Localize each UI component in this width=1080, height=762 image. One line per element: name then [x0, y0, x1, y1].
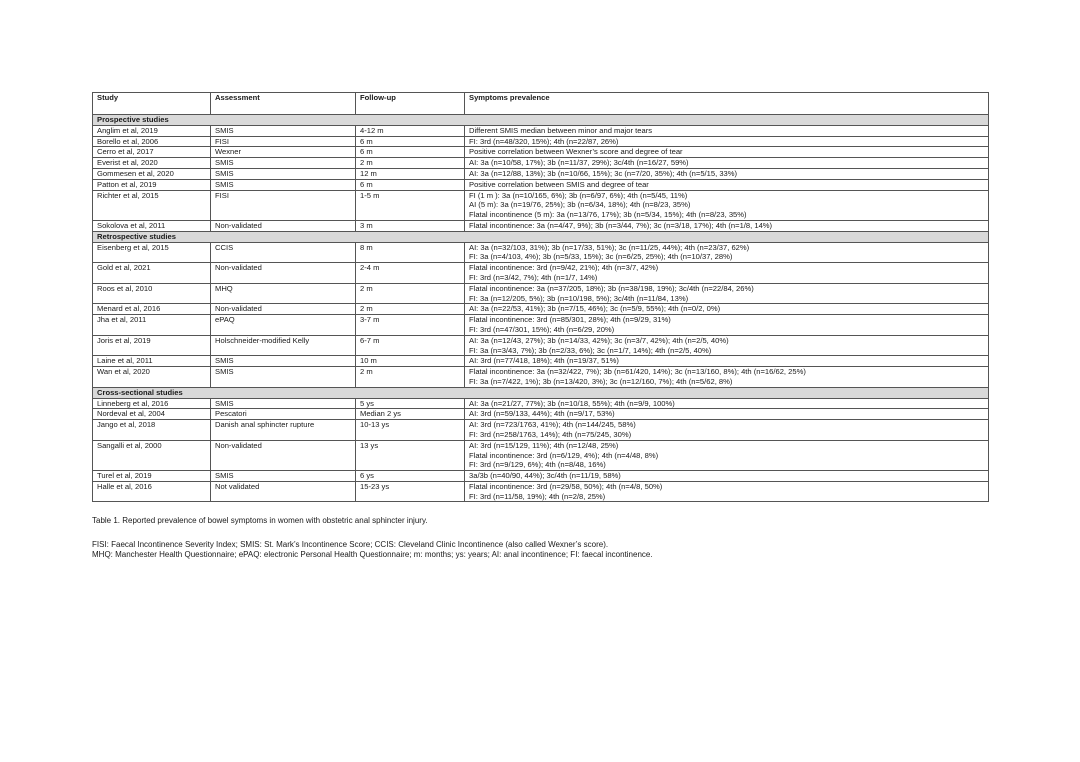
table-row: [93, 136, 989, 147]
cell-assessment: Not validated: [211, 481, 356, 502]
table-row: [93, 179, 989, 190]
cell-follow-up: 6 m: [356, 179, 465, 190]
symptom-line: FI: 3rd (n=9/129, 6%); 4th (n=8/48, 16%): [469, 460, 606, 470]
cell-study: Gold et al, 2021: [93, 263, 211, 284]
cell-follow-up: 2 m: [356, 367, 465, 388]
cell-study: Laine et al, 2011: [93, 356, 211, 367]
table-row: [93, 481, 989, 502]
section-title: Retrospective studies: [93, 231, 989, 242]
cell-assessment: Non-validated: [211, 440, 356, 470]
cell-study: Turel et al, 2019: [93, 471, 211, 482]
header-follow-up: Follow-up: [356, 93, 465, 115]
cell-follow-up: 4-12 m: [356, 125, 465, 136]
cell-symptoms: [465, 179, 989, 190]
cell-follow-up: 6 ys: [356, 471, 465, 482]
symptom-line: FI: 3a (n=4/103, 4%); 3b (n=5/33, 15%); 3c (n=6/25, 25%); 4th (n=10/37, 28%): [469, 252, 733, 262]
cell-follow-up: 1-5 m: [356, 190, 465, 220]
cell-study: Jha et al, 2011: [93, 315, 211, 336]
table-row: [93, 356, 989, 367]
cell-follow-up: 6-7 m: [356, 335, 465, 356]
cell-symptoms: [465, 190, 989, 220]
symptom-line: Positive correlation between SMIS and degree of tear: [469, 179, 649, 189]
table-row: [93, 315, 989, 336]
symptom-line: AI (5 m): 3a (n=19/76, 25%); 3b (n=6/34, 18%); 4th (n=8/23, 35%): [469, 200, 691, 210]
symptom-line: AI: 3rd (n=59/133, 44%); 4th (n=9/17, 53%): [469, 409, 615, 419]
document-page: [92, 92, 988, 560]
cell-study: Eisenberg et al, 2015: [93, 242, 211, 263]
section-row: [93, 231, 989, 242]
cell-follow-up: 6 m: [356, 136, 465, 147]
cell-assessment: Danish anal sphincter rupture: [211, 420, 356, 441]
cell-symptoms: [465, 367, 989, 388]
cell-symptoms: [465, 315, 989, 336]
symptom-line: Flatal incontinence: 3rd (n=29/58, 50%); 4th (n=4/8, 50%): [469, 481, 663, 491]
cell-study: Everist et al, 2020: [93, 158, 211, 169]
cell-assessment: CCIS: [211, 242, 356, 263]
cell-symptoms: [465, 440, 989, 470]
cell-study: Linneberg et al, 2016: [93, 398, 211, 409]
cell-assessment: Non-validated: [211, 263, 356, 284]
table-row: [93, 398, 989, 409]
symptom-line: AI: 3a (n=10/58, 17%); 3b (n=11/37, 29%); 3c/4th (n=16/27, 59%): [469, 158, 689, 168]
cell-follow-up: 10-13 ys: [356, 420, 465, 441]
symptom-line: 3a/3b (n=40/90, 44%); 3c/4th (n=11/19, 58%): [469, 471, 621, 481]
cell-follow-up: 2 m: [356, 158, 465, 169]
cell-assessment: Pescatori: [211, 409, 356, 420]
cell-symptoms: [465, 481, 989, 502]
symptom-line: AI: 3a (n=22/53, 41%); 3b (n=7/15, 46%); 3c (n=5/9, 55%); 4th (n=0/2, 0%): [469, 304, 721, 314]
cell-follow-up: 2-4 m: [356, 263, 465, 284]
symptom-line: FI: 3rd (n=258/1763, 14%); 4th (n=75/245, 30%): [469, 429, 632, 439]
cell-follow-up: Median 2 ys: [356, 409, 465, 420]
cell-assessment: SMIS: [211, 367, 356, 388]
cell-symptoms: [465, 283, 989, 304]
table-header-row: [93, 93, 989, 115]
cell-study: Anglim et al, 2019: [93, 125, 211, 136]
symptom-line: AI: 3rd (n=723/1763, 41%); 4th (n=144/245, 58%): [469, 420, 636, 430]
symptom-line: FI: 3a (n=7/422, 1%); 3b (n=13/420, 3%); 3c (n=12/160, 7%); 4th (n=5/62, 8%): [469, 376, 733, 386]
table-row: [93, 168, 989, 179]
symptom-line: FI: 3a (n=3/43, 7%); 3b (n=2/33, 6%); 3c (n=1/7, 14%); 4th (n=2/5, 40%): [469, 345, 712, 355]
cell-assessment: SMIS: [211, 398, 356, 409]
cell-study: Menard et al, 2016: [93, 304, 211, 315]
symptom-line: FI: 3rd (n=11/58, 19%); 4th (n=2/8, 25%): [469, 491, 606, 501]
cell-follow-up: 12 m: [356, 168, 465, 179]
cell-study: Halle et al, 2016: [93, 481, 211, 502]
symptom-line: AI: 3a (n=21/27, 77%); 3b (n=10/18, 55%); 4th (n=9/9, 100%): [469, 398, 675, 408]
footnote-abbreviations-1: FISI: Faecal Incontinence Severity Index; SMIS: St. Mark’s Incontinence Score; CCIS: Cleveland Clinic Incontinence (also called Wexner’s score).: [92, 540, 609, 550]
cell-study: Sangalli et al, 2000: [93, 440, 211, 470]
cell-assessment: SMIS: [211, 168, 356, 179]
table-row: [93, 158, 989, 169]
symptom-line: FI: 3a (n=12/205, 5%); 3b (n=10/198, 5%); 3c/4th (n=11/84, 13%): [469, 293, 689, 303]
cell-study: Nordeval et al, 2004: [93, 409, 211, 420]
symptom-line: FI: 3rd (n=48/320, 15%); 4th (n=22/87, 26%): [469, 136, 619, 146]
cell-study: Joris et al, 2019: [93, 335, 211, 356]
cell-study: Borello et al, 2006: [93, 136, 211, 147]
cell-follow-up: 15-23 ys: [356, 481, 465, 502]
cell-symptoms: [465, 242, 989, 263]
cell-assessment: Non-validated: [211, 304, 356, 315]
section-title: Prospective studies: [93, 115, 989, 126]
cell-study: Gommesen et al, 2020: [93, 168, 211, 179]
cell-assessment: SMIS: [211, 125, 356, 136]
table-row: [93, 440, 989, 470]
symptom-line: AI: 3rd (n=77/418, 18%); 4th (n=19/37, 51%): [469, 356, 619, 366]
cell-assessment: FISI: [211, 136, 356, 147]
cell-follow-up: 3 m: [356, 220, 465, 231]
cell-assessment: FISI: [211, 190, 356, 220]
cell-assessment: SMIS: [211, 179, 356, 190]
cell-follow-up: 2 m: [356, 304, 465, 315]
cell-symptoms: [465, 168, 989, 179]
cell-study: Roos et al, 2010: [93, 283, 211, 304]
header-study: Study: [93, 93, 211, 115]
cell-follow-up: 5 ys: [356, 398, 465, 409]
cell-assessment: Holschneider-modified Kelly: [211, 335, 356, 356]
cell-follow-up: 10 m: [356, 356, 465, 367]
cell-study: Richter et al, 2015: [93, 190, 211, 220]
symptom-line: Flatal incontinence: 3a (n=37/205, 18%); 3b (n=38/198, 19%); 3c/4th (n=22/84, 26%): [469, 283, 754, 293]
cell-follow-up: 3-7 m: [356, 315, 465, 336]
cell-follow-up: 2 m: [356, 283, 465, 304]
cell-symptoms: [465, 335, 989, 356]
footnote-abbreviations-2: MHQ: Manchester Health Questionnaire; ePAQ: electronic Personal Health Questionnaire; m: months; ys: years; AI: anal incontinence; FI: faecal incontinence.: [92, 550, 653, 560]
table-body: [93, 115, 989, 502]
cell-symptoms: [465, 147, 989, 158]
section-row: [93, 387, 989, 398]
cell-follow-up: 13 ys: [356, 440, 465, 470]
symptom-line: Flatal incontinence (5 m): 3a (n=13/76, 17%); 3b (n=5/34, 15%); 4th (n=8/23, 35%): [469, 210, 747, 220]
table-row: [93, 263, 989, 284]
cell-assessment: SMIS: [211, 356, 356, 367]
cell-study: Cerro et al, 2017: [93, 147, 211, 158]
symptom-line: Flatal incontinence: 3rd (n=85/301, 28%); 4th (n=9/29, 31%): [469, 315, 671, 325]
table-row: [93, 125, 989, 136]
cell-assessment: Wexner: [211, 147, 356, 158]
table-caption: Table 1. Reported prevalence of bowel symptoms in women with obstetric anal sphincter injury.: [92, 516, 428, 526]
cell-symptoms: [465, 158, 989, 169]
table-row: [93, 220, 989, 231]
symptom-line: AI: 3a (n=12/88, 13%); 3b (n=10/66, 15%); 3c (n=7/20, 35%); 4th (n=5/15, 33%): [469, 168, 738, 178]
symptom-line: FI (1 m ): 3a (n=10/165, 6%); 3b (n=6/97, 6%); 4th (n=5/45, 11%): [469, 190, 688, 200]
table-row: [93, 147, 989, 158]
cell-assessment: SMIS: [211, 158, 356, 169]
symptom-line: Positive correlation between Wexner’s score and degree of tear: [469, 147, 683, 157]
symptom-line: Flatal incontinence: 3rd (n=9/42, 21%); 4th (n=3/7, 42%): [469, 263, 659, 273]
header-assessment: Assessment: [211, 93, 356, 115]
table-row: [93, 304, 989, 315]
table-row: [93, 471, 989, 482]
cell-study: Jango et al, 2018: [93, 420, 211, 441]
symptom-line: FI: 3rd (n=47/301, 15%); 4th (n=6/29, 20%): [469, 324, 615, 334]
cell-study: Wan et al, 2020: [93, 367, 211, 388]
table-row: [93, 409, 989, 420]
section-row: [93, 115, 989, 126]
symptom-line: Flatal incontinence: 3a (n=4/47, 9%); 3b (n=3/44, 7%); 3c (n=3/18, 17%); 4th (n=1/8, 14%): [469, 220, 773, 230]
cell-assessment: Non-validated: [211, 220, 356, 231]
cell-study: Sokolova et al, 2011: [93, 220, 211, 231]
table-row: [93, 335, 989, 356]
symptom-line: FI: 3rd (n=3/42, 7%); 4th (n=1/7, 14%): [469, 272, 598, 282]
cell-symptoms: [465, 136, 989, 147]
prevalence-table: [92, 92, 989, 502]
cell-assessment: ePAQ: [211, 315, 356, 336]
header-symptoms-prevalence: Symptoms prevalence: [465, 93, 989, 115]
cell-symptoms: [465, 471, 989, 482]
section-title: Cross-sectional studies: [93, 387, 989, 398]
symptom-line: AI: 3a (n=32/103, 31%); 3b (n=17/33, 51%); 3c (n=11/25, 44%); 4th (n=23/37, 62%): [469, 242, 750, 252]
cell-symptoms: [465, 356, 989, 367]
symptom-line: AI: 3a (n=12/43, 27%); 3b (n=14/33, 42%); 3c (n=3/7, 42%); 4th (n=2/5, 40%): [469, 335, 729, 345]
cell-symptoms: [465, 125, 989, 136]
cell-symptoms: [465, 304, 989, 315]
cell-study: Patton et al, 2019: [93, 179, 211, 190]
cell-assessment: MHQ: [211, 283, 356, 304]
cell-symptoms: [465, 263, 989, 284]
cell-symptoms: [465, 409, 989, 420]
cell-follow-up: 6 m: [356, 147, 465, 158]
symptom-line: AI: 3rd (n=15/129, 11%); 4th (n=12/48, 25%): [469, 440, 619, 450]
table-row: [93, 242, 989, 263]
cell-symptoms: [465, 220, 989, 231]
table-row: [93, 283, 989, 304]
cell-symptoms: [465, 398, 989, 409]
symptom-line: Flatal incontinence: 3a (n=32/422, 7%); 3b (n=61/420, 14%); 3c (n=13/160, 8%); 4th (n=16/62, 25%): [469, 367, 806, 377]
table-row: [93, 367, 989, 388]
cell-assessment: SMIS: [211, 471, 356, 482]
cell-symptoms: [465, 420, 989, 441]
table-row: [93, 190, 989, 220]
symptom-line: Different SMIS median between minor and major tears: [469, 125, 653, 135]
symptom-line: Flatal incontinence: 3rd (n=6/129, 4%); 4th (n=4/48, 8%): [469, 450, 659, 460]
table-row: [93, 420, 989, 441]
cell-follow-up: 8 m: [356, 242, 465, 263]
